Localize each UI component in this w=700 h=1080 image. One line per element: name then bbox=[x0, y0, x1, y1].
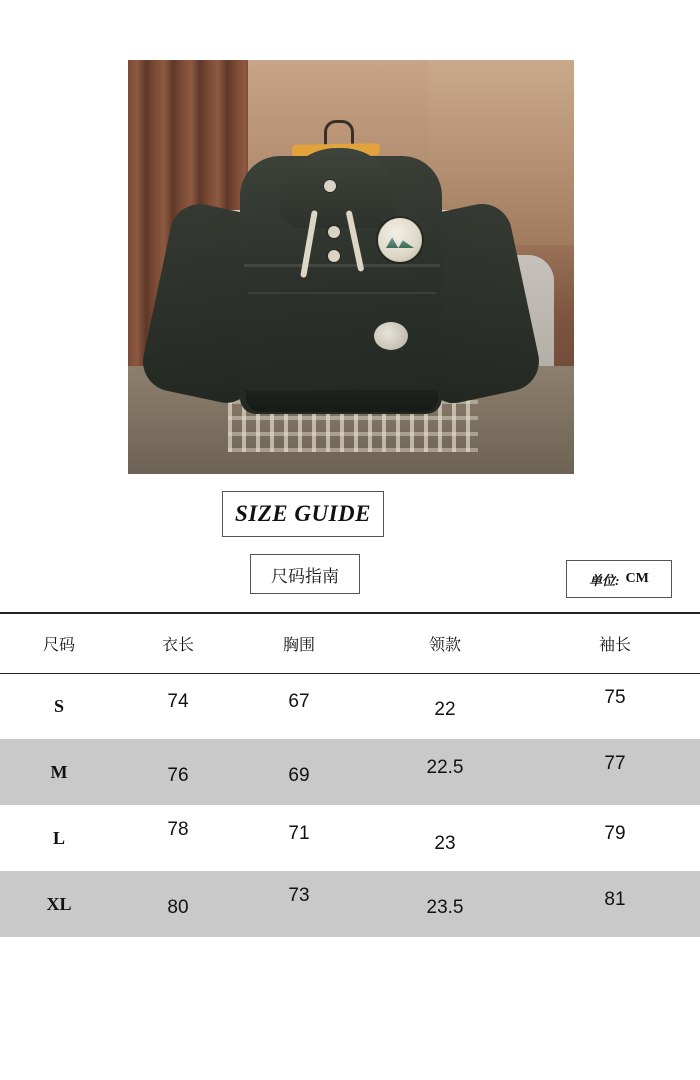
product-photo bbox=[128, 60, 574, 474]
cell-collar-value: 22 bbox=[434, 699, 456, 721]
cell-collar bbox=[360, 871, 530, 937]
cell-bust-value: 69 bbox=[288, 765, 310, 786]
cell-sleeve bbox=[530, 871, 700, 937]
cell-length bbox=[118, 805, 238, 871]
cell-bust-value: 71 bbox=[288, 823, 310, 844]
cell-collar-value: 23 bbox=[434, 833, 456, 854]
cell-size: XL bbox=[46, 893, 72, 914]
cell-sleeve bbox=[530, 805, 700, 871]
column-header-length: 衣长 bbox=[118, 613, 238, 673]
cell-size: L bbox=[52, 827, 65, 848]
cell-bust bbox=[238, 805, 360, 871]
cell-collar bbox=[360, 673, 530, 739]
table-row bbox=[0, 805, 700, 871]
cell-collar bbox=[360, 805, 530, 871]
cell-bust bbox=[238, 673, 360, 739]
cell-sleeve-value: 81 bbox=[604, 889, 626, 910]
cell-length bbox=[118, 871, 238, 937]
unit-box bbox=[566, 560, 672, 598]
brand-logo-patch-icon bbox=[378, 218, 422, 262]
snap-button bbox=[328, 250, 340, 262]
cell-length-value: 78 bbox=[167, 819, 189, 840]
page-subtitle: 尺码指南 bbox=[271, 566, 339, 586]
cell-sleeve-value: 75 bbox=[604, 687, 626, 709]
table-header bbox=[0, 613, 700, 673]
cell-bust-value: 67 bbox=[288, 691, 310, 713]
table-row bbox=[0, 739, 700, 805]
cell-collar-value: 23.5 bbox=[426, 897, 464, 918]
cell-collar bbox=[360, 739, 530, 805]
column-header-sleeve: 袖长 bbox=[530, 613, 700, 673]
cell-sleeve-value: 79 bbox=[604, 823, 626, 844]
cell-bust bbox=[238, 739, 360, 805]
size-guide-subtitle-box bbox=[250, 554, 360, 594]
jacket-hem bbox=[246, 390, 438, 412]
cell-size: M bbox=[50, 761, 68, 782]
size-guide-title-box bbox=[222, 491, 384, 537]
cell-length-value: 74 bbox=[167, 691, 189, 713]
cell-length bbox=[118, 739, 238, 805]
cell-length-value: 76 bbox=[167, 765, 189, 786]
table-row bbox=[0, 673, 700, 739]
jacket-pocket-seam bbox=[248, 292, 436, 294]
product-photo-scene bbox=[128, 60, 574, 474]
unit-label: 单位: bbox=[589, 572, 620, 588]
page-title: SIZE GUIDE bbox=[234, 501, 371, 526]
column-header-collar: 领款 bbox=[360, 613, 530, 673]
cell-collar-value: 22.5 bbox=[426, 757, 464, 778]
table-body bbox=[0, 673, 700, 937]
column-header-bust: 胸围 bbox=[238, 613, 360, 673]
jacket-chest-seam bbox=[244, 264, 440, 267]
cell-length-value: 80 bbox=[167, 897, 189, 918]
snap-button bbox=[324, 180, 336, 192]
table-row bbox=[0, 871, 700, 937]
size-guide-table bbox=[0, 612, 700, 937]
table-header-row bbox=[0, 613, 700, 673]
cell-size: S bbox=[53, 695, 64, 716]
cell-length bbox=[118, 673, 238, 739]
cell-bust-value: 73 bbox=[288, 885, 310, 906]
cell-bust bbox=[238, 871, 360, 937]
snap-button bbox=[328, 226, 340, 238]
cell-sleeve bbox=[530, 739, 700, 805]
unit-value: CM bbox=[625, 571, 649, 586]
cell-sleeve-value: 77 bbox=[604, 753, 626, 774]
cell-sleeve bbox=[530, 673, 700, 739]
brand-logo-small-icon bbox=[374, 322, 408, 350]
column-header-size: 尺码 bbox=[0, 613, 118, 673]
